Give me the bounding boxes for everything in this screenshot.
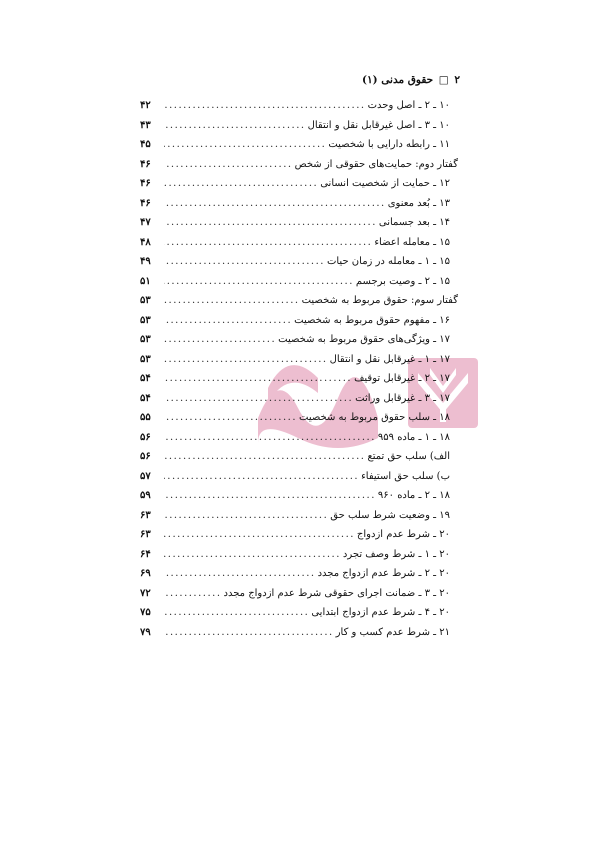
toc-leader-dots — [164, 116, 306, 136]
toc-entry — [140, 369, 458, 389]
toc-entry — [140, 428, 458, 448]
toc-leader-dots — [164, 311, 292, 331]
toc-entry — [140, 213, 458, 233]
toc-entry — [140, 233, 458, 253]
toc-entry-title: ۱۵ ـ ۲ ـ وصیت برجسم — [355, 275, 450, 287]
toc-entry-page: ۷۲ — [140, 587, 151, 599]
toc-leader-dots — [164, 467, 359, 487]
toc-entry — [140, 194, 458, 214]
toc-entry — [140, 584, 458, 604]
toc-entry-page: ۴۹ — [140, 256, 151, 267]
toc-leader-dots — [164, 96, 366, 116]
toc-entry-title: ۱۳ ـ بُعد معنوی — [387, 197, 450, 209]
toc-entry — [140, 330, 458, 350]
toc-entry-page: ۴۳ — [140, 119, 151, 131]
toc-entry — [140, 447, 458, 467]
toc-entry — [140, 623, 458, 643]
toc-entry — [140, 564, 458, 584]
toc-leader-dots — [164, 408, 297, 428]
toc-entry-title: ۱۸ ـ سلب حقوق مربوط به شخصیت — [299, 412, 450, 423]
toc-entry-title: ۱۹ ـ وضعیت شرط سلب حق — [330, 509, 450, 521]
toc-entry-title: ۲۰ ـ شرط عدم ازدواج — [356, 529, 450, 540]
toc-entry — [140, 545, 458, 565]
toc-entry-page: ۵۴ — [140, 392, 151, 404]
toc-entry — [140, 506, 458, 526]
toc-entry-title: الف) سلب حق تمتع — [367, 451, 450, 462]
toc-leader-dots — [164, 233, 372, 253]
toc-leader-dots — [164, 291, 300, 311]
toc-leader-dots — [164, 486, 376, 506]
toc-entry-page: ۵۳ — [140, 314, 151, 326]
toc-entry-title: ۲۱ ـ شرط عدم کسب و کار — [335, 626, 450, 638]
toc-entry-page: ۴۶ — [140, 197, 151, 209]
toc-entry-title: ۱۷ ـ ۲ ـ غیرقابل توقیف — [354, 373, 450, 384]
toc-entry — [140, 486, 458, 506]
toc-entry-page: ۶۴ — [140, 548, 151, 560]
toc-leader-dots — [164, 135, 326, 155]
toc-entry-page: ۷۹ — [140, 626, 151, 638]
toc-leader-dots — [164, 155, 293, 175]
toc-entry-title: ۱۰ ـ ۲ ـ اصل وحدت — [367, 100, 450, 111]
toc-entry — [140, 350, 458, 370]
toc-entry — [140, 603, 458, 623]
toc-entry-title: ۲۰ ـ ۲ ـ شرط عدم ازدواج مجدد — [317, 568, 450, 579]
toc-entry — [140, 96, 458, 116]
toc-leader-dots — [164, 330, 276, 350]
toc-entry-page: ۴۲ — [140, 100, 151, 111]
toc-entry-page: ۴۵ — [140, 139, 151, 150]
toc-leader-dots — [164, 603, 309, 623]
toc-entry-page: ۵۶ — [140, 431, 151, 443]
toc-leader-dots — [164, 252, 325, 272]
table-of-contents — [140, 96, 458, 642]
toc-leader-dots — [164, 545, 341, 565]
toc-entry-page: ۶۳ — [140, 509, 151, 521]
toc-entry-page: ۴۸ — [140, 236, 151, 248]
toc-entry-page: ۵۳ — [140, 334, 151, 345]
toc-leader-dots — [164, 428, 376, 448]
toc-leader-dots — [164, 369, 352, 389]
toc-leader-dots — [164, 174, 318, 194]
toc-entry-page: ۵۵ — [140, 412, 151, 423]
toc-entry-page: ۵۶ — [140, 451, 151, 462]
header-separator: □ — [438, 74, 449, 86]
toc-entry-title: ۱۰ ـ ۳ ـ اصل غیرقابل نقل و انتقال — [307, 119, 450, 131]
toc-entry-title: ب) سلب حق استیفاء — [361, 470, 450, 482]
toc-entry-title: ۱۵ ـ ۱ ـ معامله در زمان حیات — [326, 256, 450, 267]
toc-entry-title: گفتار سوم: حقوق مربوط به شخصیت — [301, 295, 458, 306]
toc-entry-title: ۱۸ ـ ۲ ـ ماده ۹۶۰ — [377, 490, 450, 501]
toc-entry-title: ۱۱ ـ رابطه دارایی با شخصیت — [328, 139, 450, 150]
toc-entry-title: ۱۲ ـ حمایت از شخصیت انسانی — [320, 178, 450, 189]
toc-entry-page: ۵۳ — [140, 295, 151, 306]
toc-leader-dots — [164, 272, 354, 292]
toc-leader-dots — [164, 584, 222, 604]
toc-entry-title: ۱۷ ـ ۱ ـ غیرقابل نقل و انتقال — [329, 353, 450, 365]
toc-entry — [140, 408, 458, 428]
toc-entry-page: ۵۹ — [140, 490, 151, 501]
toc-leader-dots — [164, 506, 328, 526]
running-header — [120, 73, 460, 87]
toc-entry-title: ۲۰ ـ ۱ ـ شرط وصف تجرد — [342, 548, 450, 560]
toc-entry-page: ۵۷ — [140, 470, 151, 482]
toc-entry-page: ۶۳ — [140, 529, 151, 540]
toc-leader-dots — [164, 194, 386, 214]
toc-entry-page: ۶۹ — [140, 568, 151, 579]
toc-entry — [140, 311, 458, 331]
toc-leader-dots — [164, 350, 328, 370]
toc-entry — [140, 272, 458, 292]
header-title: حقوق مدنی (۱) — [362, 74, 434, 86]
toc-entry — [140, 252, 458, 272]
toc-entry-title: ۲۰ ـ ۴ ـ شرط عدم ازدواج ابتدایی — [311, 607, 450, 618]
toc-entry-title: ۱۸ ـ ۱ ـ ماده ۹۵۹ — [377, 431, 450, 443]
toc-entry-page: ۵۳ — [140, 353, 151, 365]
toc-entry-title: ۱۵ ـ معامله اعضاء — [374, 236, 450, 248]
toc-entry-page: ۷۵ — [140, 607, 151, 618]
toc-entry — [140, 291, 458, 311]
toc-entry — [140, 116, 458, 136]
toc-entry-title: ۱۷ ـ ۳ ـ غیرقابل وراثت — [355, 392, 450, 404]
toc-leader-dots — [164, 389, 353, 409]
toc-entry-title: ۱۴ ـ بعد جسمانی — [378, 217, 450, 228]
toc-entry — [140, 174, 458, 194]
toc-entry-page: ۴۷ — [140, 217, 151, 228]
toc-leader-dots — [164, 213, 377, 233]
toc-entry — [140, 155, 458, 175]
header-page-number: ۲ — [454, 74, 460, 86]
toc-entry-page: ۵۴ — [140, 373, 151, 384]
toc-leader-dots — [164, 525, 355, 545]
toc-entry — [140, 389, 458, 409]
toc-entry-title: ۱۷ ـ ویژگی‌های حقوق مربوط به شخصیت — [278, 334, 450, 345]
toc-leader-dots — [164, 623, 334, 643]
toc-entry — [140, 467, 458, 487]
toc-entry-page: ۴۶ — [140, 158, 151, 170]
toc-entry — [140, 525, 458, 545]
toc-leader-dots — [164, 564, 316, 584]
toc-entry-title: ۱۶ ـ مفهوم حقوق مربوط به شخصیت — [294, 314, 450, 326]
toc-entry — [140, 135, 458, 155]
toc-leader-dots — [164, 447, 365, 467]
toc-entry-title: ۲۰ ـ ۳ ـ ضمانت اجرای حقوقی شرط عدم ازدواج مجدد — [223, 587, 450, 599]
toc-entry-page: ۴۶ — [140, 178, 151, 189]
toc-entry-title: گفتار دوم: حمایت‌های حقوقی از شخص — [294, 158, 458, 170]
toc-entry-page: ۵۱ — [140, 275, 151, 287]
